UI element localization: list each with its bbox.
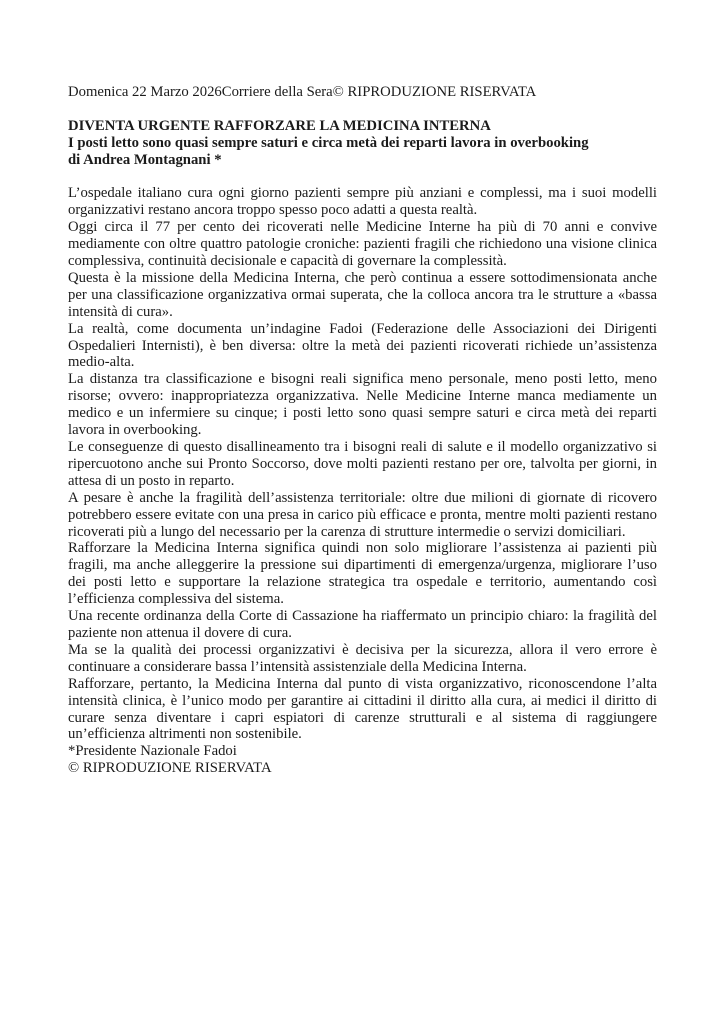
paragraph: Ma se la qualità dei processi organizzativi è decisiva per la sicurezza, allora il vero errore è continuare a considerare bassa l’intensità assistenziale della Medicina Interna. xyxy=(68,641,657,675)
dateline: Domenica 22 Marzo 2026Corriere della Sera© RIPRODUZIONE RISERVATA xyxy=(68,84,537,100)
paragraph: Rafforzare la Medicina Interna significa quindi non solo migliorare l’assistenza ai pazienti più fragili, ma anche alleggerire la pressione sui dipartimenti di emergenza/urgenza, migliorare l’uso dei posti letto e supportare la relazione strategica tra ospedale e territorio, aumentando così l’efficienza complessiva del sistema. xyxy=(68,540,657,608)
article-body xyxy=(68,185,657,743)
article-subtitle: I posti letto sono quasi sempre saturi e circa metà dei reparti lavora in overbooking xyxy=(68,134,589,151)
paragraph: A pesare è anche la fragilità dell’assistenza territoriale: oltre due milioni di giornate di ricovero potrebbero essere evitate con una presa in carico più efficace e pronta, mentre molti pazienti restano ricoverati più a lungo del necessario per la carenza di strutture intermedie o servizi domiciliari. xyxy=(68,489,657,540)
paragraph: La realtà, come documenta un’indagine Fadoi (Federazione delle Associazioni dei Dirigenti Ospedalieri Internisti), è ben diversa: oltre la metà dei pazienti ricoverati richiede un’assistenza medio-alta. xyxy=(68,320,657,371)
article-byline: di Andrea Montagnani * xyxy=(68,151,222,168)
paragraph: Rafforzare, pertanto, la Medicina Interna dal punto di vista organizzativo, riconoscendone l’alta intensità clinica, è l’unico modo per garantire ai cittadini il diritto alla cura, ai medici il diritto di curare senza diventare i capri espiatori di carenze strutturali e al sistema di raggiungere un’efficienza altrimenti non sostenibile. xyxy=(68,675,657,743)
article-headline: DIVENTA URGENTE RAFFORZARE LA MEDICINA INTERNA xyxy=(68,117,491,134)
paragraph: Una recente ordinanza della Corte di Cassazione ha riaffermato un principio chiaro: la fragilità del paziente non attenua il dovere di cura. xyxy=(68,608,657,641)
copyright-line: © RIPRODUZIONE RISERVATA xyxy=(68,760,272,777)
text-column xyxy=(68,84,657,777)
signature-line: *Presidente Nazionale Fadoi xyxy=(68,743,237,760)
paragraph: Oggi circa il 77 per cento dei ricoverati nelle Medicine Interne ha più di 70 anni e convive mediamente con oltre quattro patologie croniche: pazienti fragili che richiedono una visione clinica complessiva, continuità decisionale e capacità di governare la complessità. xyxy=(68,219,657,270)
paragraph: L’ospedale italiano cura ogni giorno pazienti sempre più anziani e complessi, ma i suoi modelli organizzativi restano ancora troppo spesso poco adatti a questa realtà. xyxy=(68,185,657,219)
paragraph: Le conseguenze di questo disallineamento tra i bisogni reali di salute e il modello organizzativo si ripercuotono anche sui Pronto Soccorso, dove molti pazienti restano per ore, talvolta per giorni, in attesa di un posto in reparto. xyxy=(68,439,657,489)
paragraph: La distanza tra classificazione e bisogni reali significa meno personale, meno posti letto, meno risorse; ovvero: inappropriatezza organizzativa. Nelle Medicine Interne manca mediamente un medico e un infermiere su cinque; i posti letto sono quasi sempre saturi e circa metà dei reparti lavora in overbooking. xyxy=(68,371,657,439)
paragraph: Questa è la missione della Medicina Interna, che però continua a essere sottodimensionata anche per una classificazione organizzativa ormai superata, che la colloca ancora tra le strutture a «bassa intensità di cura». xyxy=(68,269,657,320)
